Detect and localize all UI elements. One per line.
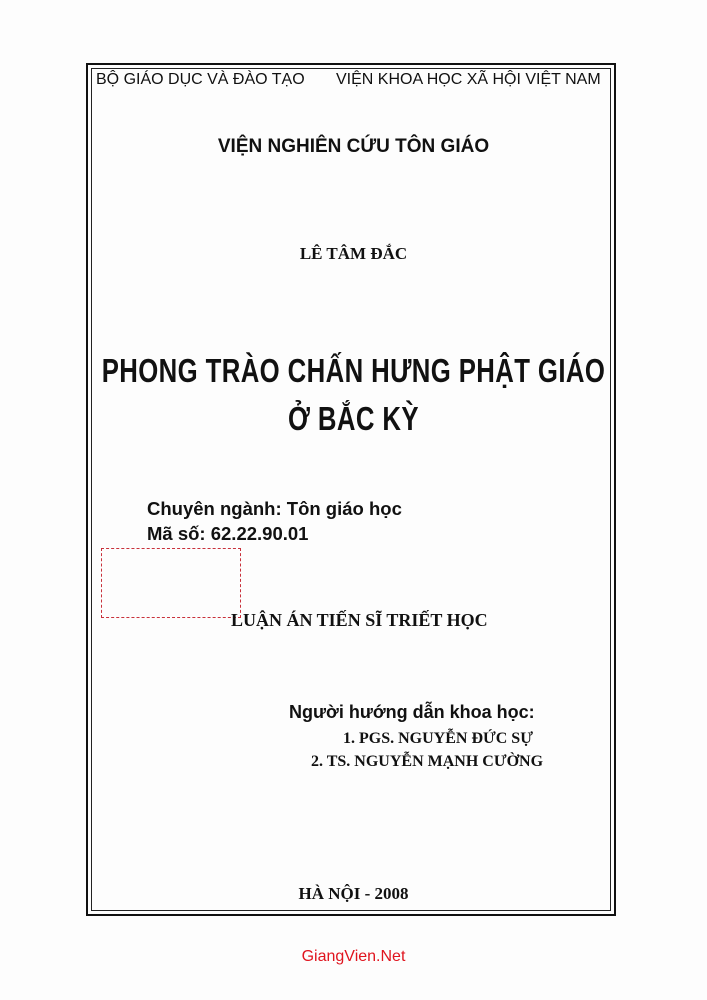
author-name: LÊ TÂM ĐẮC xyxy=(299,244,408,263)
advisor-1: 1. PGS. NGUYỄN ĐỨC SỰ xyxy=(343,730,533,747)
institute-name: VIỆN NGHIÊN CỨU TÔN GIÁO xyxy=(217,136,490,157)
specialization: Chuyên ngành: Tôn giáo học xyxy=(147,498,402,519)
thesis-title-line2: Ở BẮC KỲ xyxy=(288,400,419,437)
thesis-title-line1: PHONG TRÀO CHẤN HƯNG PHẬT GIÁO xyxy=(101,352,606,389)
code: Mã số: 62.22.90.01 xyxy=(147,523,309,544)
academy-header: VIỆN KHOA HỌC XÃ HỘI VIỆT NAM xyxy=(336,71,601,88)
advisor-2: 2. TS. NGUYỄN MẠNH CƯỜNG xyxy=(311,753,544,770)
page-border-inner xyxy=(91,68,611,911)
advisors-label: Người hướng dẫn khoa học: xyxy=(289,702,535,722)
degree-type: LUẬN ÁN TIẾN SĨ TRIẾT HỌC xyxy=(231,610,488,630)
ministry-header: BỘ GIÁO DỤC VÀ ĐÀO TẠO xyxy=(96,71,305,88)
red-stamp-box xyxy=(101,548,241,618)
watermark: GiangVien.Net xyxy=(301,948,406,965)
place-year: HÀ NỘI - 2008 xyxy=(298,884,409,903)
